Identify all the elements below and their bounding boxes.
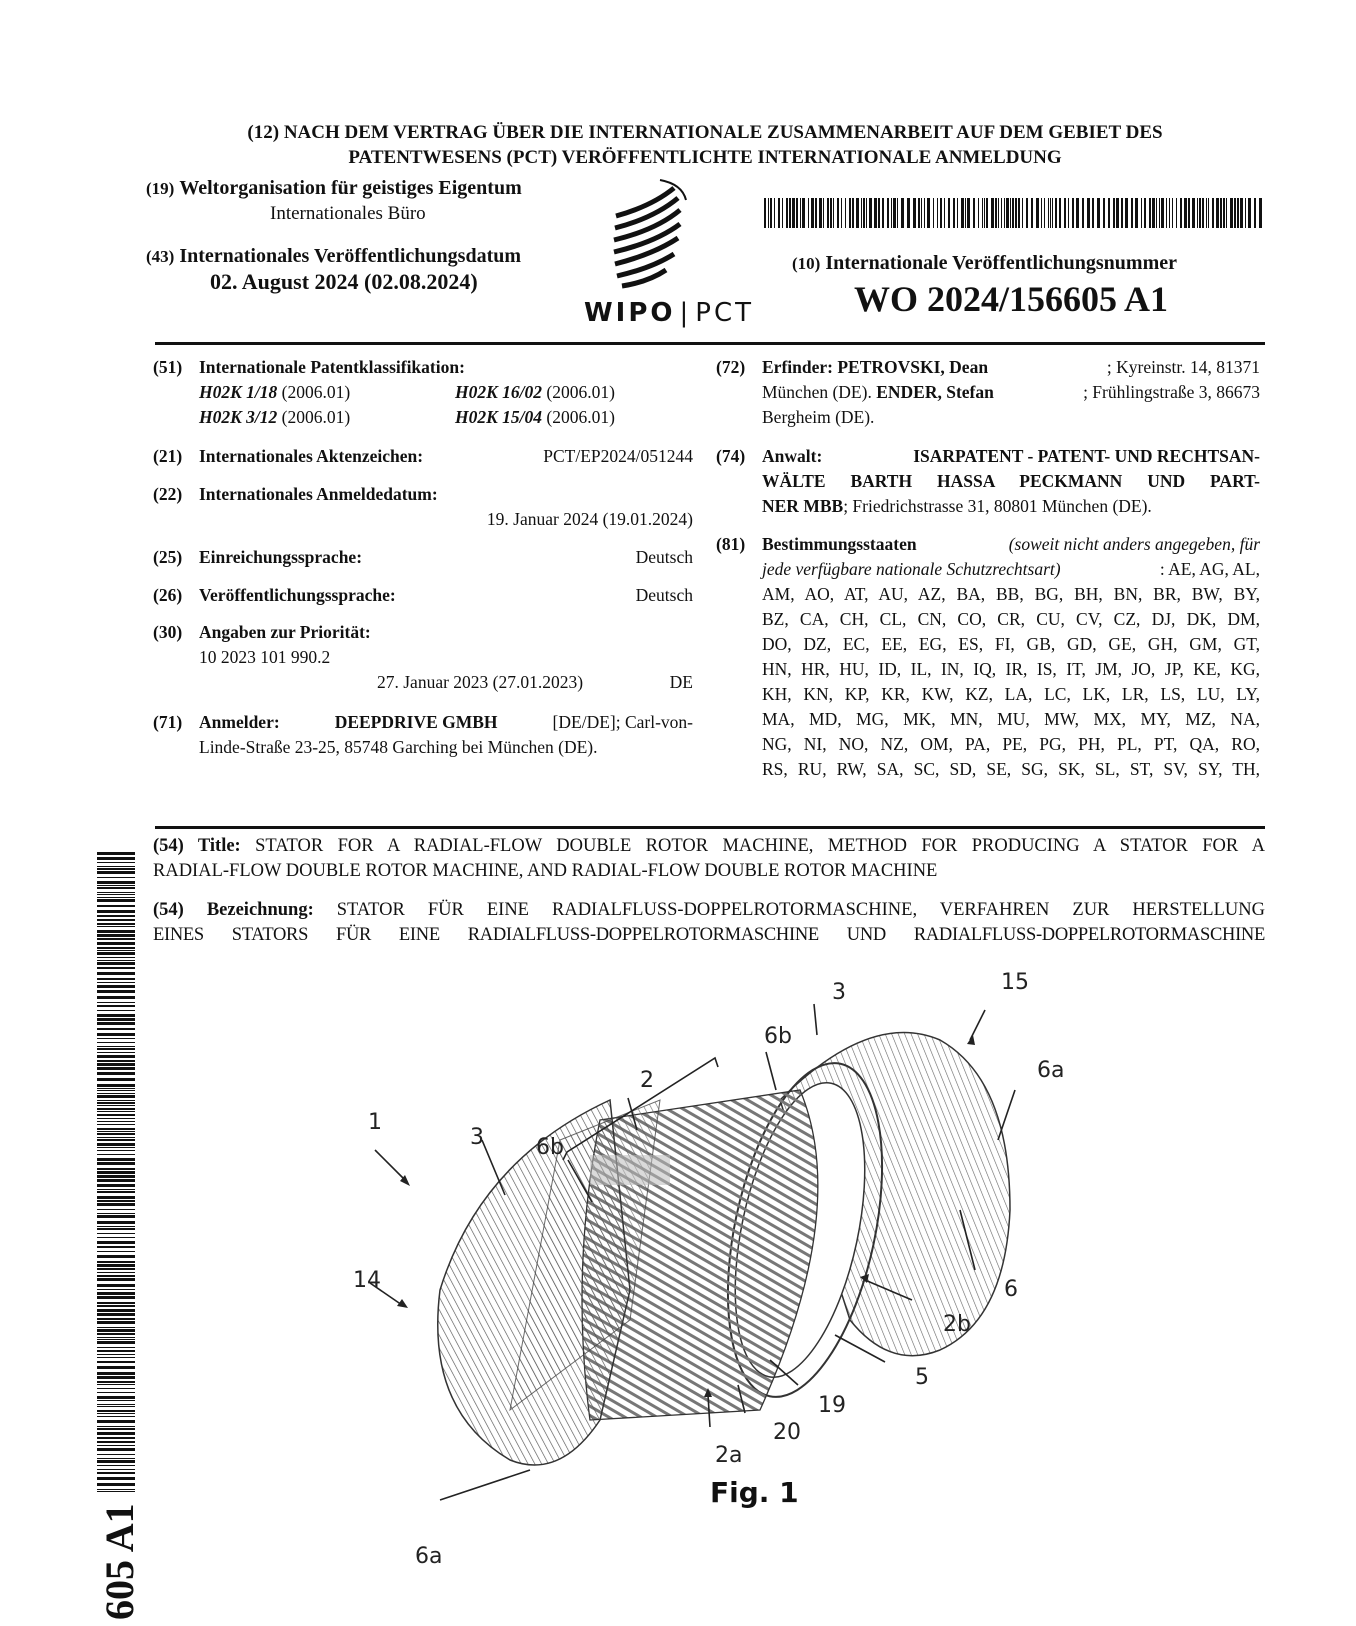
- states-code: (81): [716, 534, 746, 554]
- ref-label-3-right: 3: [832, 980, 846, 1005]
- side-publication-number: 605 A1: [97, 1503, 142, 1620]
- title-en-line1: STATOR FOR A RADIAL-FLOW DOUBLE ROTOR MACHINE, METHOD FOR PRODUCING A STATOR FOR A: [255, 836, 1265, 856]
- filing-lang-label: Einreichungssprache:: [199, 547, 363, 567]
- pub-number-value: WO 2024/156605 A1: [854, 279, 1169, 319]
- states-note: (soweit nicht anders angegeben, für: [1008, 534, 1260, 554]
- ref-label-2a: 2a: [715, 1443, 743, 1468]
- ref-label-1: 1: [368, 1110, 382, 1135]
- inventor-city: München (DE).: [762, 382, 872, 402]
- header-divider: [155, 342, 1265, 345]
- agent-label: Anwalt:: [762, 446, 823, 466]
- filing-date-value: 19. Januar 2024 (19.01.2024): [486, 509, 693, 529]
- pct-text: PCT: [695, 298, 754, 328]
- filing-date-block: [153, 482, 693, 532]
- states-list: [716, 582, 1260, 782]
- applicant-label: Anmelder:: [199, 712, 280, 732]
- ref-label-14: 14: [353, 1268, 381, 1293]
- ipc-version: (2006.01): [546, 407, 615, 427]
- classification-code: (51): [153, 357, 183, 377]
- inventor-name: ENDER, Stefan: [876, 382, 994, 402]
- ref-label-6b-left: 6b: [536, 1135, 564, 1160]
- pub-date-value: 02. August 2024 (02.08.2024): [210, 269, 478, 294]
- classification-label: Internationale Patentklassifikation:: [199, 357, 465, 377]
- app-number-value: PCT/EP2024/051244: [543, 446, 693, 466]
- wipo-text: WIPO: [584, 298, 676, 328]
- agent-address: ; Friedrichstrasse 31, 80801 München (DE).: [843, 496, 1152, 516]
- inventors-code: (72): [716, 357, 746, 377]
- office-block: [146, 175, 522, 202]
- inventor-name: PETROVSKI, Dean: [837, 357, 989, 377]
- agent-name-line3: NER MBB: [762, 496, 844, 516]
- designated-states-block: [716, 532, 1260, 782]
- office-code: (19): [146, 179, 175, 198]
- ipc-version: (2006.01): [281, 407, 351, 427]
- pub-lang-label: Veröffentlichungssprache:: [199, 585, 396, 605]
- filing-date-label: Internationales Anmeldedatum:: [199, 484, 438, 504]
- priority-date: 27. Januar 2023 (27.01.2023): [377, 672, 584, 692]
- ref-label-2: 2: [640, 1068, 654, 1093]
- title-de-line2: EINES STATORS FÜR EINE RADIALFLUSS-DOPPELROTORMASCHINE UND RADIALFLUSS-DOPPELROTORMASCHINE: [153, 925, 1265, 945]
- pub-lang-value: Deutsch: [635, 585, 693, 605]
- title-en-label: (54) Title:: [153, 836, 241, 856]
- blurred-region: [590, 1155, 670, 1185]
- applicant-code: (71): [153, 712, 183, 732]
- applicant-country-street: [DE/DE]; Carl-von-: [552, 712, 693, 732]
- filing-lang-row: [153, 545, 693, 570]
- logo-separator: |: [679, 298, 692, 328]
- wipo-globe-logo: [612, 176, 692, 298]
- ipc-version: (2006.01): [281, 382, 351, 402]
- app-number-label: Internationales Aktenzeichen:: [199, 446, 424, 466]
- ref-label-6: 6: [1004, 1277, 1018, 1302]
- ipc-code: H02K 3/12: [199, 407, 278, 427]
- pub-number-label: Internationale Veröffentlichungsnummer: [825, 252, 1177, 274]
- office-name: Weltorganisation für geistiges Eigentum: [179, 177, 522, 199]
- priority-country: DE: [669, 672, 693, 692]
- top-barcode: [764, 198, 1262, 228]
- states-list-line: AM, AO, AT, AU, AZ, BA, BB, BG, BH, BN, BR, BW, BY,: [762, 584, 1260, 604]
- inventors-block: [716, 355, 1260, 430]
- pct-header-line2: PATENTWESENS (PCT) VERÖFFENTLICHTE INTERNATIONALE ANMELDUNG: [348, 147, 1062, 168]
- applicant-name: DEEPDRIVE GMBH: [334, 712, 498, 732]
- states-list-line: KH, KN, KP, KR, KW, KZ, LA, LC, LK, LR, LS, LU, LY,: [762, 684, 1260, 704]
- applicant-address: Linde-Straße 23-25, 85748 Garching bei München (DE).: [199, 737, 598, 757]
- pub-date-code: (43): [146, 247, 175, 266]
- ref-label-6a-left: 6a: [415, 1544, 443, 1569]
- ref-label-6b-right: 6b: [764, 1024, 792, 1049]
- ipc-code: H02K 16/02: [455, 382, 543, 402]
- ref-label-6a-right: 6a: [1037, 1058, 1065, 1083]
- filing-lang-code: (25): [153, 547, 183, 567]
- title-de-label: (54) Bezeichnung:: [153, 900, 314, 920]
- filing-lang-value: Deutsch: [635, 547, 693, 567]
- app-number-code: (21): [153, 446, 183, 466]
- ref-label-20: 20: [773, 1420, 801, 1445]
- priority-number: 10 2023 101 990.2: [199, 647, 331, 667]
- agent-block: [716, 444, 1260, 519]
- inventors-label: Erfinder:: [762, 357, 833, 377]
- priority-block: [153, 620, 693, 695]
- states-list-start: : AE, AG, AL,: [1159, 559, 1260, 579]
- inventor-address: ; Kyreinstr. 14, 81371: [1106, 357, 1260, 377]
- title-en: [153, 834, 1265, 884]
- states-list-line: MA, MD, MG, MK, MN, MU, MW, MX, MY, MZ, NA,: [762, 709, 1260, 729]
- wipo-pct-logo-text: [584, 298, 754, 328]
- pub-lang-row: [153, 583, 693, 608]
- states-list-line: DO, DZ, EC, EE, EG, ES, FI, GB, GD, GE, GH, GM, GT,: [762, 634, 1260, 654]
- states-list-line: HN, HR, HU, ID, IL, IN, IQ, IR, IS, IT, JM, JO, JP, KE, KG,: [762, 659, 1260, 679]
- title-de-line1: STATOR FÜR EINE RADIALFLUSS-DOPPELROTORMASCHINE, VERFAHREN ZUR HERSTELLUNG: [336, 900, 1265, 920]
- states-note: jede verfügbare nationale Schutzrechtsart): [762, 559, 1061, 579]
- pub-date-label: Internationales Veröffentlichungsdatum: [179, 245, 522, 267]
- ref-label-19: 19: [818, 1393, 846, 1418]
- inventor-address: ; Frühlingstraße 3, 86673: [1083, 382, 1260, 402]
- agent-code: (74): [716, 446, 746, 466]
- figure-caption: Fig. 1: [710, 1476, 799, 1509]
- agent-name-line2: WÄLTE BARTH HASSA PECKMANN UND PART-: [762, 471, 1260, 491]
- filing-date-code: (22): [153, 484, 183, 504]
- ref-label-2b: 2b: [943, 1312, 971, 1337]
- agent-name-line1: ISARPATENT - PATENT- UND RECHTSAN-: [913, 446, 1260, 466]
- ipc-code: H02K 1/18: [199, 382, 278, 402]
- priority-label: Angaben zur Priorität:: [199, 622, 371, 642]
- states-list-line: BZ, CA, CH, CL, CN, CO, CR, CU, CV, CZ, DJ, DK, DM,: [762, 609, 1260, 629]
- pub-number-label-row: [792, 252, 1177, 275]
- classification-block: [153, 355, 693, 430]
- states-list-line: NG, NI, NO, NZ, OM, PA, PE, PG, PH, PL, PT, QA, RO,: [762, 734, 1260, 754]
- ref-label-15: 15: [1001, 970, 1029, 995]
- pub-date-label-row: [146, 243, 521, 270]
- inventor-city: Bergheim (DE).: [762, 407, 875, 427]
- side-barcode: [97, 852, 135, 1492]
- title-de: [153, 898, 1265, 948]
- applicant-block: [153, 710, 693, 760]
- pub-number-code: (10): [792, 254, 821, 273]
- title-en-line2: RADIAL-FLOW DOUBLE ROTOR MACHINE, AND RADIAL-FLOW DOUBLE ROTOR MACHINE: [153, 861, 938, 881]
- pub-lang-code: (26): [153, 585, 183, 605]
- title-divider: [155, 826, 1265, 829]
- ref-label-3-left: 3: [470, 1125, 484, 1150]
- pct-header-line1: (12) NACH DEM VERTRAG ÜBER DIE INTERNATIONALE ZUSAMMENARBEIT AUF DEM GEBIET DES: [247, 122, 1163, 143]
- states-label: Bestimmungsstaaten: [762, 534, 917, 554]
- app-number-row: [153, 444, 693, 469]
- priority-code: (30): [153, 622, 183, 642]
- states-list-line: RS, RU, RW, SA, SC, SD, SE, SG, SK, SL, ST, SV, SY, TH,: [762, 759, 1260, 779]
- office-bureau: Internationales Büro: [270, 203, 426, 224]
- ipc-version: (2006.01): [546, 382, 615, 402]
- ipc-code: H02K 15/04: [455, 407, 543, 427]
- ref-label-5: 5: [915, 1365, 929, 1390]
